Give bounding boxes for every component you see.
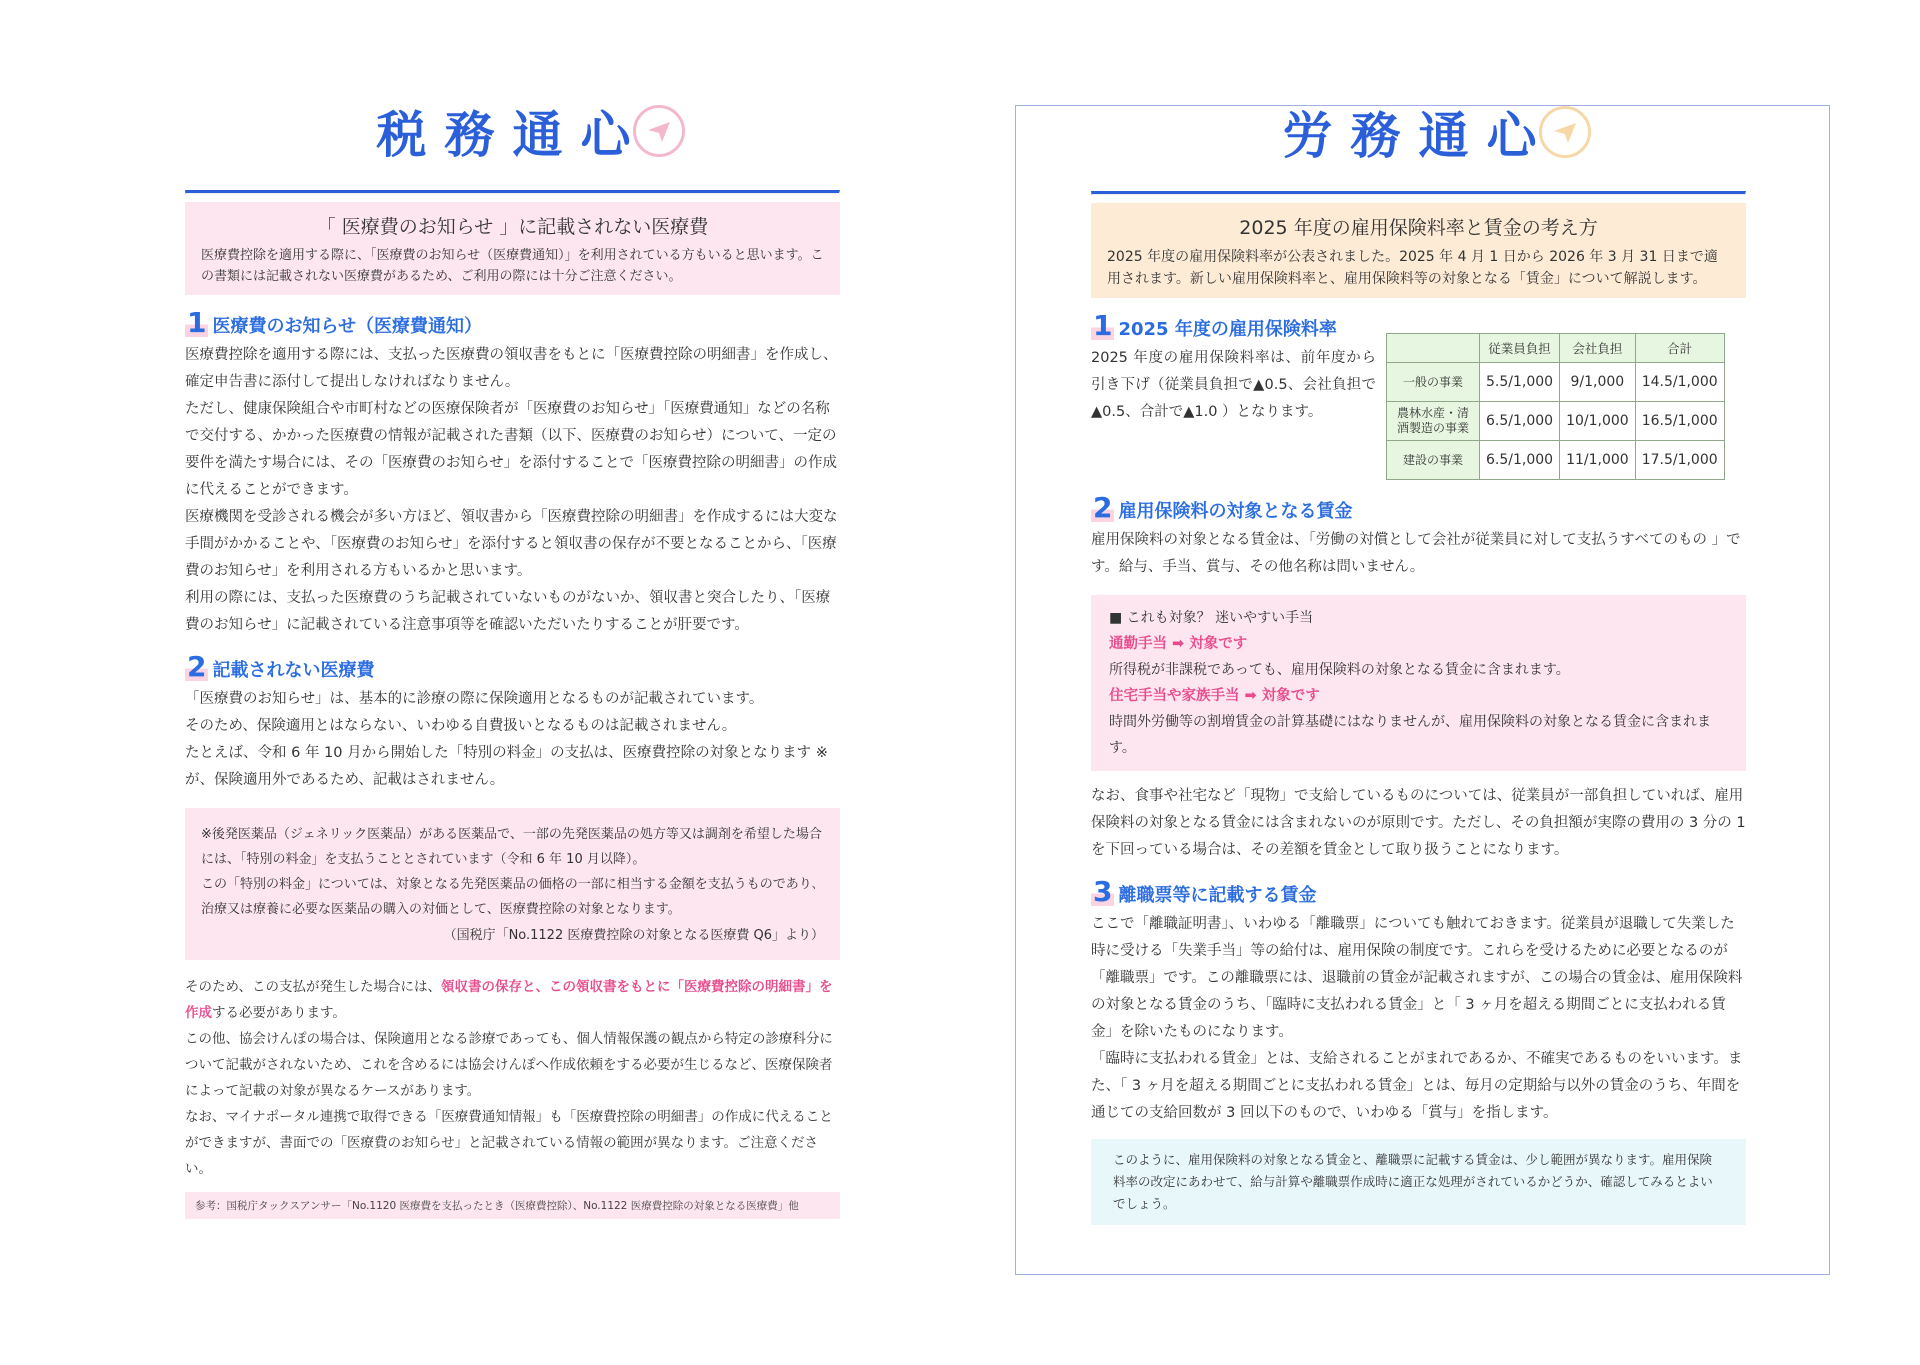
labor-intro-box — [1091, 203, 1746, 298]
table-cell: 11/1,000 — [1560, 441, 1636, 480]
section-number: 1 — [187, 306, 207, 339]
allowance-item-text: 時間外労働等の割増賃金の計算基礎にはなりませんが、雇用保険料の対象となる賃金に含まれます。 — [1109, 714, 1711, 756]
paragraph — [185, 974, 840, 1026]
section-title: 医療費のお知らせ（医療費通知） — [212, 316, 482, 337]
section-heading-1 — [185, 306, 840, 339]
table-cell: 16.5/1,000 — [1635, 402, 1724, 441]
special-fee-note — [185, 808, 840, 960]
paragraph: なお、食事や社宅など「現物」で支給しているものについては、従業員が一部負担していれば、雇用保険料の対象となる賃金には含まれないのが原則です。ただし、その負担額が実際の費用の 3 分の 1 を下回っている場合は、その差額を賃金として取り扱うことになります。 — [1091, 788, 1746, 858]
section-heading-3 — [1091, 875, 1746, 908]
highlight-text: 領収書の保存と、この領収書をもとに「医療費控除の明細書」を作成 — [185, 979, 833, 1021]
note-line: この「特別の料金」については、対象となる先発医薬品の価格の一部に相当する金額を支払うものであり､治療又は療養に必要な医薬品の購入の対価として、医療費控除の対象となります。 — [201, 877, 819, 917]
table-cell: 10/1,000 — [1560, 402, 1636, 441]
paragraph: たとえば、令和 6 年 10 月から開始した「特別の料金」の支払は、医療費控除の対象となります ※が、保険適用外であるため、記載はされません。 — [185, 745, 828, 788]
note-source: （国税庁「No.1122 医療費控除の対象となる医療費 Q6」より） — [443, 928, 824, 943]
tax-intro-body: 医療費控除を適用する際に、「医療費のお知らせ（医療費通知）」を利用されている方もいると思います。この書類には記載されない医療費があるため、ご利用の際には十分ご注意ください。 — [201, 248, 824, 284]
labor-content — [1091, 106, 1746, 1225]
paper-plane-icon — [1539, 106, 1591, 158]
table-row-label: 農林水産・清酒製造の事業 — [1387, 402, 1480, 441]
section-title: 離職票等に記載する賃金 — [1118, 885, 1317, 906]
paragraph: ただし、健康保険組合や市町村などの医療保険者が「医療費のお知らせ」「医療費通知」などの名称で交付する、かかった医療費の情報が記載された書類（以下、医療費のお知らせ）について、一定の要件を満たす場合には、その「医療費のお知らせ」を添付することで「医療費控除の明細書」の作成に代えることができます。 — [185, 401, 838, 498]
paragraph: 雇用保険料の対象となる賃金は、「労働の対償として会社が従業員に対して支払うすべてのもの 」です。給与、手当、賞与、その他名称は問いません。 — [1091, 532, 1741, 575]
table-cell: 17.5/1,000 — [1635, 441, 1724, 480]
allowance-box — [1091, 595, 1746, 771]
table-header: 従業員負担 — [1480, 334, 1560, 363]
labor-newsletter-page — [1015, 105, 1830, 1275]
paragraph: 医療費控除を適用する際には、支払った医療費の領収書をもとに「医療費控除の明細書」を作成し、確定申告書に添付して提出しなければなりません。 — [185, 347, 838, 390]
table-cell: 9/1,000 — [1560, 363, 1636, 402]
tax-masthead — [185, 95, 840, 190]
section-title: 記載されない医療費 — [212, 660, 375, 681]
labor-intro-title: 2025 年度の雇用保険料率と賃金の考え方 — [1239, 217, 1598, 239]
table-header: 合計 — [1635, 334, 1724, 363]
table-row — [1387, 363, 1725, 402]
paragraph: 利用の際には、支払った医療費のうち記載されていないものがないか、領収書と突合したり、「医療費のお知らせ」に記載されている注意事項等を確認いただいたりすることが肝要です。 — [185, 590, 831, 633]
table-header-row — [1387, 334, 1725, 363]
table-header — [1387, 334, 1480, 363]
section-heading-2 — [1091, 491, 1746, 524]
section-heading-2 — [185, 650, 840, 683]
tax-masthead-title: 税務通心 — [376, 105, 649, 164]
section-number: 1 — [1093, 309, 1113, 342]
table-cell: 6.5/1,000 — [1480, 402, 1560, 441]
section-number: 2 — [1093, 491, 1113, 524]
labor-intro-body: 2025 年度の雇用保険料率が公表されました。2025 年 4 月 1 日から 2026 年 3 月 31 日まで適用されます。新しい雇用保険料率と、雇用保険料等の対象となる「賃金」について解説します。 — [1107, 249, 1718, 287]
closing-note: このように、雇用保険料の対象となる賃金と、離職票に記載する賃金は、少し範囲が異なります。雇用保険料率の改定にあわせて、給与計算や離職票作成時に適正な処理がされているかどうか、確認してみるとよいでしょう。 — [1091, 1139, 1746, 1225]
table-row — [1387, 402, 1725, 441]
table-header: 会社負担 — [1560, 334, 1636, 363]
rate-section — [1091, 341, 1746, 480]
text-run: する必要があります。 — [212, 1005, 346, 1021]
paragraph: 医療機関を受診される機会が多い方ほど、領収書から「医療費控除の明細書」を作成するには大変な手間がかかることや、「医療費のお知らせ」を添付すると領収書の保存が不要となることから、「医療費のお知らせ」を利用される方もいるかと思います。 — [185, 509, 838, 579]
table-row-label: 建設の事業 — [1387, 441, 1480, 480]
section-title: 2025 年度の雇用保険料率 — [1118, 319, 1337, 340]
masthead-rule — [1091, 191, 1746, 195]
paragraph: 「医療費のお知らせ」は、基本的に診療の際に保険適用となるものが記載されています。 — [185, 691, 764, 707]
allowance-heading: ■ これも対象？ 迷いやすい手当 — [1109, 610, 1314, 626]
reference-note: 参考：国税庁タックスアンサー「No.1120 医療費を支払ったとき（医療費控除）、No.1122 医療費控除の対象となる医療費」他 — [185, 1192, 840, 1219]
table-cell: 14.5/1,000 — [1635, 363, 1724, 402]
labor-masthead-title: 労務通心 — [1282, 106, 1555, 165]
table-row — [1387, 441, 1725, 480]
rate-description: 2025 年度の雇用保険料率は、前年度から引き下げ（従業員負担で▲0.5、会社負担で▲0.5、合計で▲1.0 ）となります。 — [1091, 350, 1376, 420]
allowance-item-title: 住宅手当や家族手当 ➡ 対象です — [1109, 688, 1320, 704]
allowance-item-text: 所得税が非課税であっても、雇用保険料の対象となる賃金に含まれます。 — [1109, 662, 1570, 678]
paragraph: 「臨時に支払われる賃金」とは、支給されることがまれであるか、不確実であるものをいいます。また、「 3 ヶ月を超える期間ごとに支払われる賃金」とは、毎月の定期給与以外の賃金のうち、年間を通じての支給回数が 3 回以下のもので、いわゆる「賞与」を指します。 — [1091, 1051, 1743, 1121]
paragraph: この他、協会けんぽの場合は、保険適用となる診療であっても、個人情報保護の観点から特定の診療科分について記載がされないため、これを含めるには協会けんぽへ作成依頼をする必要が生じるなど、医療保険者によって記載の対象が異なるケースがあります。 — [185, 1031, 833, 1099]
insurance-rate-table — [1386, 333, 1725, 480]
section-number: 2 — [187, 650, 207, 683]
section-title: 雇用保険料の対象となる賃金 — [1118, 501, 1353, 522]
section-number: 3 — [1093, 875, 1113, 908]
allowance-item-title: 通勤手当 ➡ 対象です — [1109, 636, 1248, 652]
paper-plane-icon — [633, 105, 685, 157]
tax-intro-box — [185, 202, 840, 295]
text-run: そのため、この支払が発生した場合には、 — [185, 979, 441, 995]
table-cell: 5.5/1,000 — [1480, 363, 1560, 402]
paragraph: ここで「離職証明書」、いわゆる「離職票」についても触れておきます。従業員が退職して失業した時に受ける「失業手当」等の給付は、雇用保険の制度です。これらを受けるために必要となるのが「離職票」です。この離職票には、退職前の賃金が記載されますが、この場合の賃金は、雇用保険料の対象となる賃金のうち、「臨時に支払われる賃金」と「 3 ヶ月を超える期間ごとに支払われる賃金」を除いたものになります。 — [1091, 916, 1743, 1040]
table-row-label: 一般の事業 — [1387, 363, 1480, 402]
tax-newsletter-page — [185, 95, 840, 1275]
masthead-rule — [185, 190, 840, 194]
tax-intro-title: 「 医療費のお知らせ 」に記載されない医療費 — [316, 216, 709, 238]
table-cell: 6.5/1,000 — [1480, 441, 1560, 480]
paragraph: なお、マイナポータル連携で取得できる「医療費通知情報」も「医療費控除の明細書」の作成に代えることができますが、書面での「医療費のお知らせ」と記載されている情報の範囲が異なります。ご注意ください。 — [185, 1109, 833, 1177]
paragraph: そのため、保険適用とはならない、いわゆる自費扱いとなるものは記載されません。 — [185, 718, 737, 734]
labor-masthead — [1091, 96, 1746, 191]
note-line: ※後発医薬品（ジェネリック医薬品）がある医薬品で、一部の先発医薬品の処方等又は調剤を希望した場合には、「特別の料金」を支払うこととされています（令和 6 年 10 月以降）。 — [201, 827, 822, 867]
